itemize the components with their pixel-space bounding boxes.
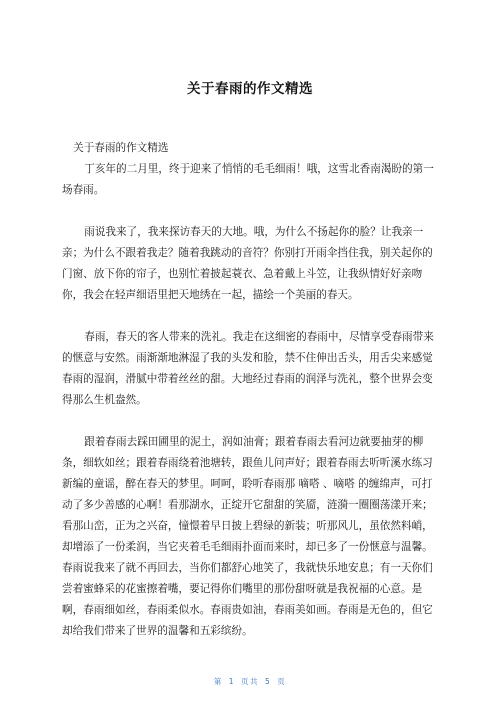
paragraph-1: 丁亥年的二月里，终于迎来了悄悄的毛毛细雨！哦，这雪北香南渴盼的第一场春雨。 bbox=[62, 163, 434, 196]
footer-suffix: 页 bbox=[277, 677, 287, 686]
page-footer bbox=[0, 676, 500, 687]
paragraph-2: 雨说我来了，我来探访春天的大地。哦，为什么不扬起你的脸？让我亲一亲；为什么不跟着我走？随着我跳动的音符？你别打开雨伞挡住我，别关起你的门窗、放下你的帘子，也别忙着披起蓑衣、急着戴上斗笠，让我纵情好好亲吻你，我会在轻声细语里把天地绣在一起，描绘一个美丽的春天。 bbox=[62, 226, 433, 301]
document-subtitle: 关于春雨的作文精选 bbox=[73, 142, 169, 154]
paragraph-4: 跟着春雨去踩田圃里的泥土，润如油膏；跟着春雨去看河边就要抽芽的柳条，细软如丝；跟着春雨绕着池塘转，跟鱼儿问声好；跟着春雨去听听溪水练习新编的童谣，醉在春天的梦里。呵呵，聆听春雨那 嘀嗒 、嘀嗒 的缠绵声，可打动了多少善感的心啊！看那湖水，正绽开它甜甜的笑靥，涟漪一圈圈荡漾开来；看那山峦，正为之兴奋，憧憬着早日披上碧绿的新装；听那风儿，虽依然料峭，却增添了一份柔润，当它夹着毛毛细雨扑面而来时，却已多了一份惬意与温馨。春雨说我来了就不再回去，当你们都舒心地笑了，我就快乐地安息；有一天你们尝着蜜蜂采的花蜜擦着嘴，要记得你们嘴里的那份甜呀就是我祝福的心意。是啊，春雨细如丝，春雨柔似水。春雨贵如油，春雨美如画。春雨是无色的，但它却给我们带来了世界的温馨和五彩缤纷。 bbox=[62, 436, 433, 637]
footer-page-number: 1 bbox=[228, 677, 235, 686]
footer-middle: 页共 bbox=[241, 677, 259, 686]
document-body bbox=[62, 138, 436, 642]
paragraph-3: 春雨，春天的客人带来的洗礼。我走在这细密的春雨中，尽情享受春雨带来的惬意与安然。雨渐渐地淋湿了我的头发和脸，禁不住伸出舌头，用舌尖来感觉春雨的湿润，滑腻中带着丝丝的甜。大地经过春雨的润泽与洗礼，整个世界会变得那么生机盎然。 bbox=[62, 331, 434, 406]
document-title: 关于春雨的作文精选 bbox=[187, 81, 313, 97]
footer-total-pages: 5 bbox=[265, 677, 272, 686]
footer-prefix: 第 bbox=[213, 677, 223, 686]
